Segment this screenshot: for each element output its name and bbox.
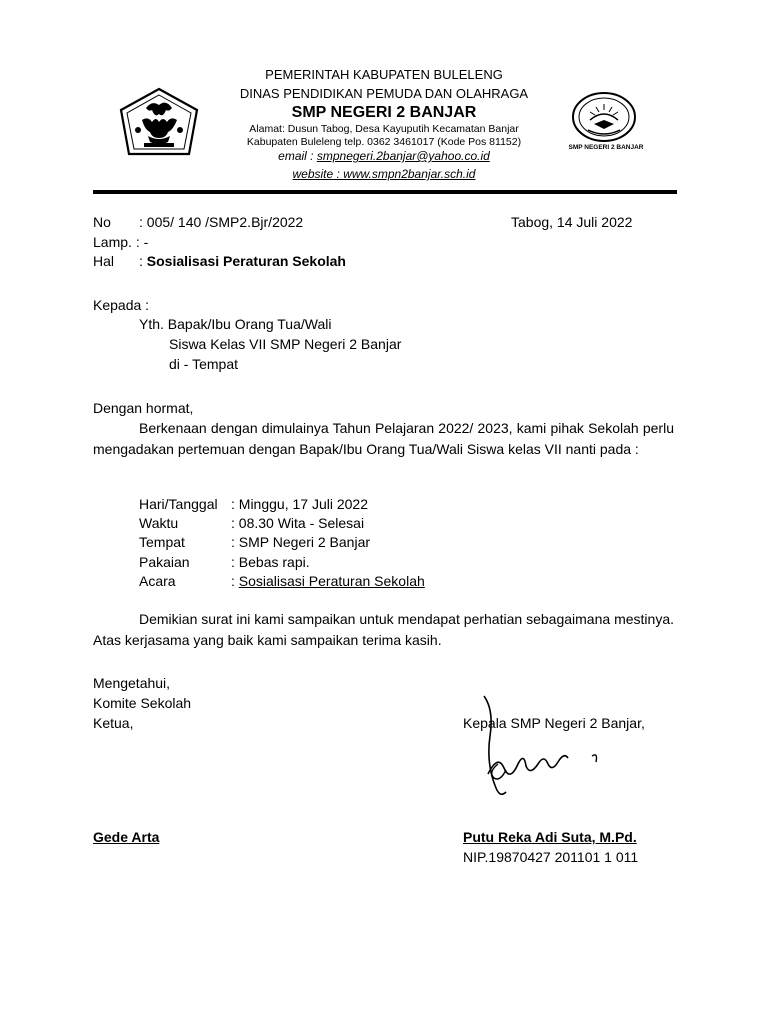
attachment-value: : - [135, 234, 149, 250]
principal-signature [462, 690, 612, 810]
principal-title: Kepala SMP Negeri 2 Banjar, [463, 715, 645, 731]
detail-colon: : [231, 573, 239, 589]
recipient-line1: Yth. Bapak/Ibu Orang Tua/Wali [139, 316, 332, 332]
detail-value: : 08.30 Wita - Selesai [231, 515, 365, 531]
school-address-line1: Alamat: Dusun Tabog, Desa Kayuputih Kecamatan Banjar [249, 123, 519, 135]
letterhead-divider [93, 190, 677, 194]
email-label: email : [278, 149, 317, 163]
detail-label: Acara [139, 573, 176, 589]
school-name: SMP NEGERI 2 BANJAR [291, 104, 477, 121]
detail-value: : Bebas rapi. [231, 554, 310, 570]
closing-paragraph-text: Demikian surat ini kami sampaikan untuk mendapat perhatian sebagaimana mestinya. Atas kerjasama yang baik kami sampaikan terima kasih. [93, 611, 674, 648]
attachment-label: Lamp. [93, 234, 132, 250]
subject-value: Sosialisasi Peraturan Sekolah [146, 253, 346, 269]
letter-date: Tabog, 14 Juli 2022 [511, 214, 633, 230]
subject-row [93, 252, 346, 271]
department-name: DINAS PENDIDIKAN PEMUDA DAN OLAHRAGA [239, 86, 529, 101]
greeting: Dengan hormat, [93, 400, 194, 416]
detail-row [139, 514, 364, 533]
detail-label: Waktu [139, 515, 179, 531]
school-logo-caption: SMP NEGERI 2 BANJAR [568, 144, 644, 151]
principal-nip: NIP.19870427 201101 1 011 [463, 849, 639, 865]
recipient-line3: di - Tempat [169, 356, 238, 372]
number-label: No [93, 214, 111, 230]
closing-paragraph [93, 609, 674, 651]
detail-label: Pakaian [139, 554, 190, 570]
subject-label: Hal [93, 253, 115, 269]
detail-value: Sosialisasi Peraturan Sekolah [238, 573, 425, 589]
detail-row [139, 572, 425, 591]
school-email-line [0, 149, 768, 163]
recipient-line2: Siswa Kelas VII SMP Negeri 2 Banjar [169, 336, 402, 352]
attachment-row [93, 233, 148, 252]
number-value: : 005/ 140 /SMP2.Bjr/2022 [139, 214, 304, 230]
detail-row [139, 495, 368, 514]
acknowledged-label: Mengetahui, [93, 675, 171, 691]
recipient-heading: Kepada : [93, 297, 150, 313]
committee-label: Komite Sekolah [93, 695, 192, 711]
detail-label: Tempat [139, 534, 185, 550]
detail-value: : SMP Negeri 2 Banjar [231, 534, 371, 550]
detail-row [139, 533, 370, 552]
email-link[interactable]: smpnegeri.2banjar@yahoo.co.id [316, 149, 490, 163]
opening-paragraph-text: Berkenaan dengan dimulainya Tahun Pelajaran 2022/ 2023, kami pihak Sekolah perlu mengadakan pertemuan dengan Bapak/Ibu Orang Tua/Wali Siswa kelas VII nanti pada : [93, 420, 674, 457]
committee-chair-name: Gede Arta [93, 829, 160, 845]
detail-row [139, 553, 310, 572]
government-name: PEMERINTAH KABUPATEN BULELENG [265, 67, 503, 82]
chair-label: Ketua, [93, 715, 134, 731]
subject-colon: : [139, 253, 147, 269]
principal-name: Putu Reka Adi Suta, M.Pd. [463, 829, 637, 845]
detail-label: Hari/Tanggal [139, 496, 218, 512]
opening-paragraph [93, 418, 674, 460]
detail-value: : Minggu, 17 Juli 2022 [231, 496, 368, 512]
school-website-link[interactable]: website : www.smpn2banjar.sch.id [292, 167, 476, 181]
letter-number-row [93, 213, 303, 232]
school-address-line2: Kabupaten Buleleng telp. 0362 3461017 (Kode Pos 81152) [246, 136, 522, 148]
